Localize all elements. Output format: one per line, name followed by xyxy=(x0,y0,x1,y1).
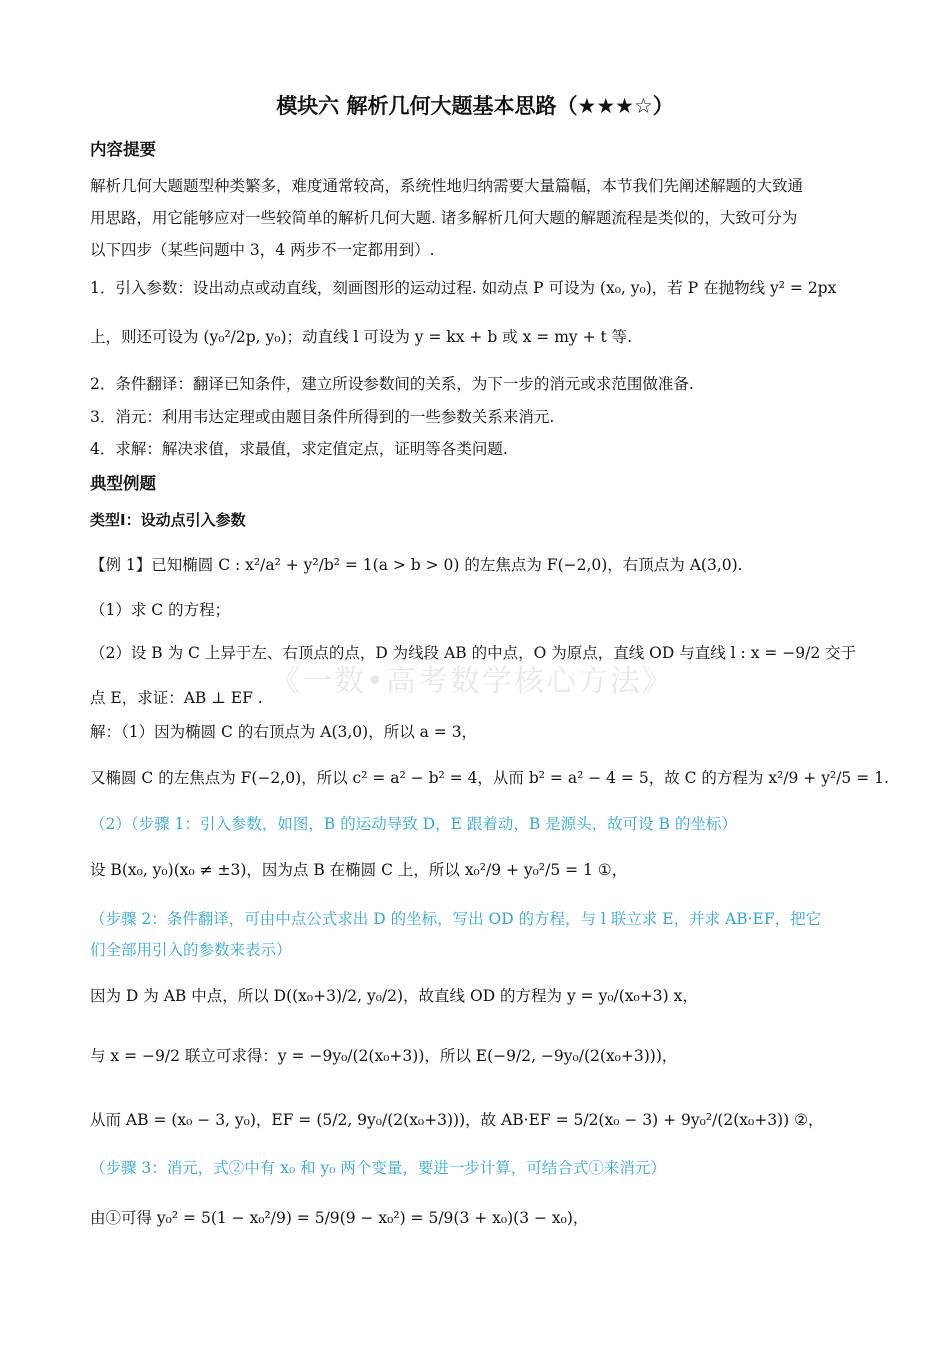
section-heading-examples: 典型例题 xyxy=(90,474,156,493)
step-2-line: 2．条件翻译：翻译已知条件，建立所设参数间的关系，为下一步的消元或求范围做准备. xyxy=(90,375,694,393)
solution-line: 解：（1）因为椭圆 C 的右顶点为 A(3,0)，所以 a = 3， xyxy=(90,723,478,741)
paragraph-line: 解析几何大题题型种类繁多，难度通常较高，系统性地归纳需要大量篇幅，本节我们先阐述解题的大致通 xyxy=(90,177,804,195)
step-note-2: （步骤 2：条件翻译，可由中点公式求出 D 的坐标，写出 OD 的方程，与 l 联立求 E，并求 AB·EF，把它 xyxy=(90,910,822,928)
paragraph-line: 以下四步（某些问题中 3，4 两步不一定都用到）. xyxy=(90,241,435,259)
paragraph-line: 用思路，用它能够应对一些较简单的解析几何大题. 诸多解析几何大题的解题流程是类似的，大致可分为 xyxy=(90,209,798,227)
watermark-text: 《一数•高考数学核心方法》 xyxy=(270,664,674,699)
step-note-1: （2）（步骤 1：引入参数，如图，B 的运动导致 D，E 跟着动，B 是源头，故可设 B 的坐标） xyxy=(90,815,737,833)
question-2: （2）设 B 为 C 上异于左、右顶点的点，D 为线段 AB 的中点，O 为原点，直线 OD 与直线 l : x = −9/2 交于 xyxy=(90,644,857,662)
step-1-line: 1．引入参数：设出动点或动直线，刻画图形的运动过程. 如动点 P 可设为 (x₀, y₀)，若 P 在抛物线 y² = 2px xyxy=(90,279,837,297)
solution-line: 与 x = −9/2 联立可求得：y = −9y₀/(2(x₀+3))，所以 E(−9/2, −9y₀/(2(x₀+3)))， xyxy=(90,1047,678,1065)
type-1-heading: 类型Ⅰ：设动点引入参数 xyxy=(90,511,246,529)
solution-line: 设 B(x₀, y₀)(x₀ ≠ ±3)，因为点 B 在椭圆 C 上，所以 x₀²/9 + y₀²/5 = 1 ①， xyxy=(90,861,628,879)
section-heading-summary: 内容提要 xyxy=(90,140,156,159)
step-1-continuation: 上，则还可设为 (y₀²/2p, y₀)；动直线 l 可设为 y = kx + b 或 x = my + t 等. xyxy=(90,328,633,346)
step-note-2-continuation: 们全部用引入的参数来表示） xyxy=(90,941,292,959)
solution-line: 从而 AB = (x₀ − 3, y₀)，EF = (5/2, 9y₀/(2(x₀+3)))，故 AB·EF = 5/2(x₀ − 3) + 9y₀²/(2(x₀+3)) ②， xyxy=(90,1111,824,1129)
step-3-line: 3．消元：利用韦达定理或由题目条件所得到的一些参数关系来消元. xyxy=(90,408,555,426)
step-note-3: （步骤 3：消元，式②中有 x₀ 和 y₀ 两个变量，要进一步计算，可结合式①来消元） xyxy=(90,1159,666,1177)
page-title: 模块六 解析几何大题基本思路（★★★☆） xyxy=(276,94,674,118)
solution-line: 因为 D 为 AB 中点，所以 D((x₀+3)/2, y₀/2)，故直线 OD 的方程为 y = y₀/(x₀+3) x， xyxy=(90,987,698,1005)
question-2-continuation: 点 E，求证：AB ⊥ EF . xyxy=(90,689,263,707)
solution-line: 又椭圆 C 的左焦点为 F(−2,0)，所以 c² = a² − b² = 4，从而 b² = a² − 4 = 5，故 C 的方程为 x²/9 + y²/5 = 1. xyxy=(90,769,889,787)
question-1: （1）求 C 的方程； xyxy=(90,601,231,619)
example-1-statement: 【例 1】已知椭圆 C : x²/a² + y²/b² = 1(a > b > 0) 的左焦点为 F(−2,0)，右顶点为 A(3,0). xyxy=(90,556,743,574)
step-4-line: 4．求解：解决求值，求最值，求定值定点，证明等各类问题. xyxy=(90,440,508,458)
solution-line: 由①可得 y₀² = 5(1 − x₀²/9) = 5/9(9 − x₀²) = 5/9(3 + x₀)(3 − x₀)， xyxy=(90,1209,589,1227)
